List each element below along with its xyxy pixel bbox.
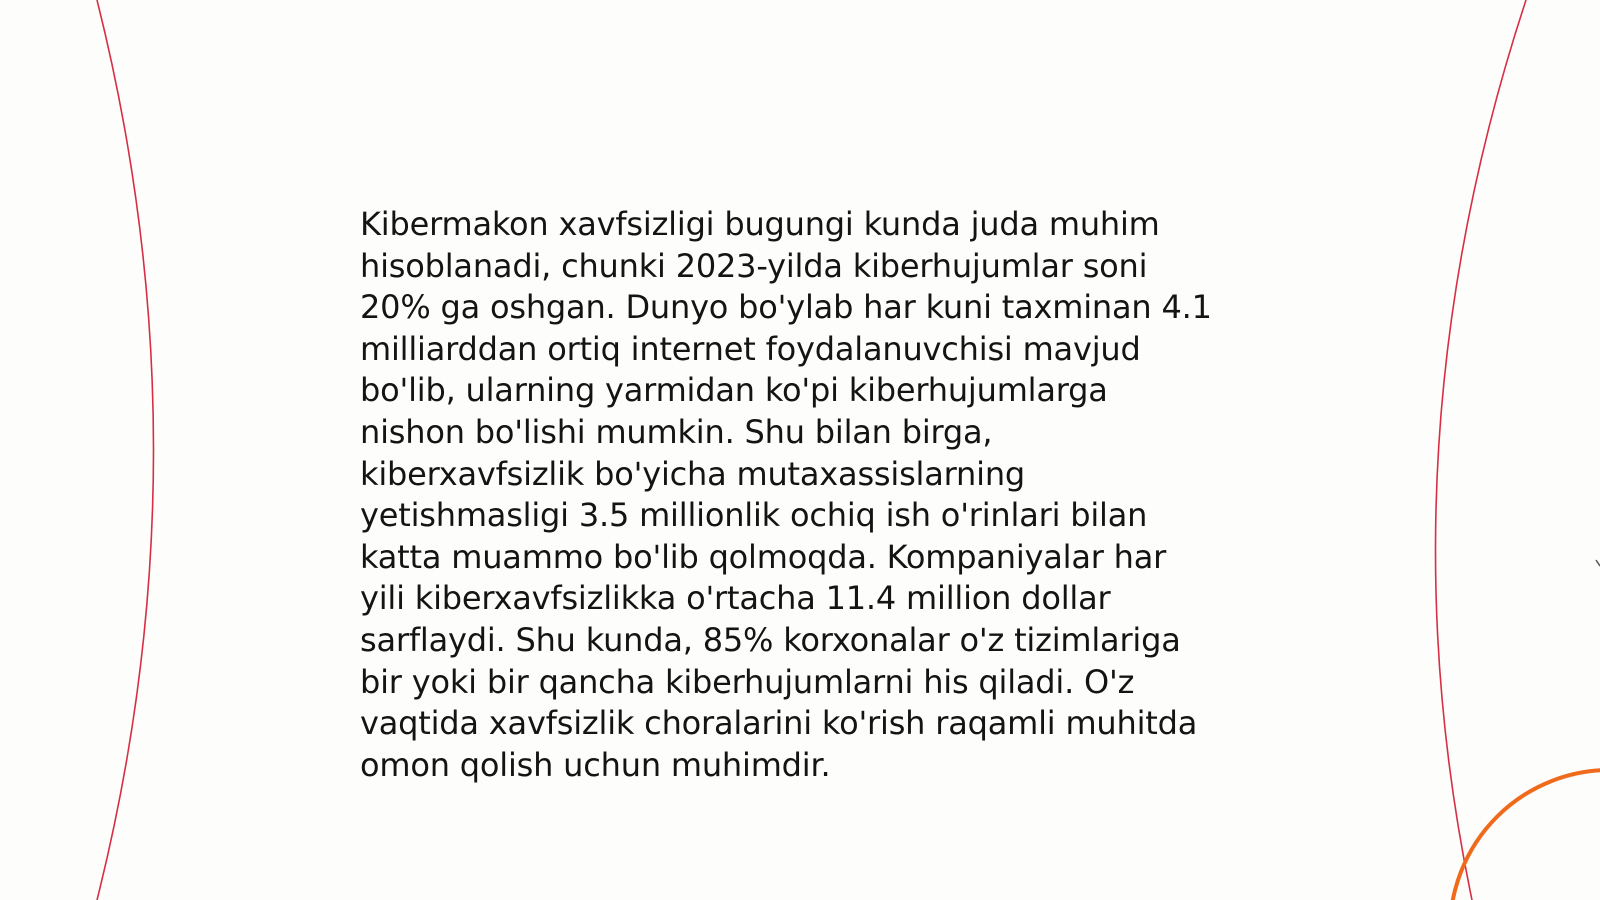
right-curve-line xyxy=(1435,0,1526,900)
orange-arc xyxy=(1450,770,1600,900)
arrow-mark-icon xyxy=(1596,560,1600,566)
left-curve-line xyxy=(97,0,154,900)
body-paragraph: Kibermakon xavfsizligi bugungi kunda juda muhim hisoblanadi, chunki 2023-yilda kiberhujumlar soni 20% ga oshgan. Dunyo bo'ylab har kuni taxminan 4.1 milliarddan ortiq internet foydalanuvchisi mavjud bo'lib, ularning yarmidan ko'pi kiberhujumlarga nishon bo'lishi mumkin. Shu bilan birga, kiberxavfsizlik bo'yicha mutaxassislarning yetishmasligi 3.5 millionlik ochiq ish o'rinlari bilan katta muammo bo'lib qolmoqda. Kompaniyalar har yili kiberxavfsizlikka o'rtacha 11.4 million dollar sarflaydi. Shu kunda, 85% korxonalar o'z tizimlariga bir yoki bir qancha kiberhujumlarni his qiladi. O'z vaqtida xavfsizlik choralarini ko'rish raqamli muhitda omon qolish uchun muhimdir. xyxy=(360,205,1212,784)
